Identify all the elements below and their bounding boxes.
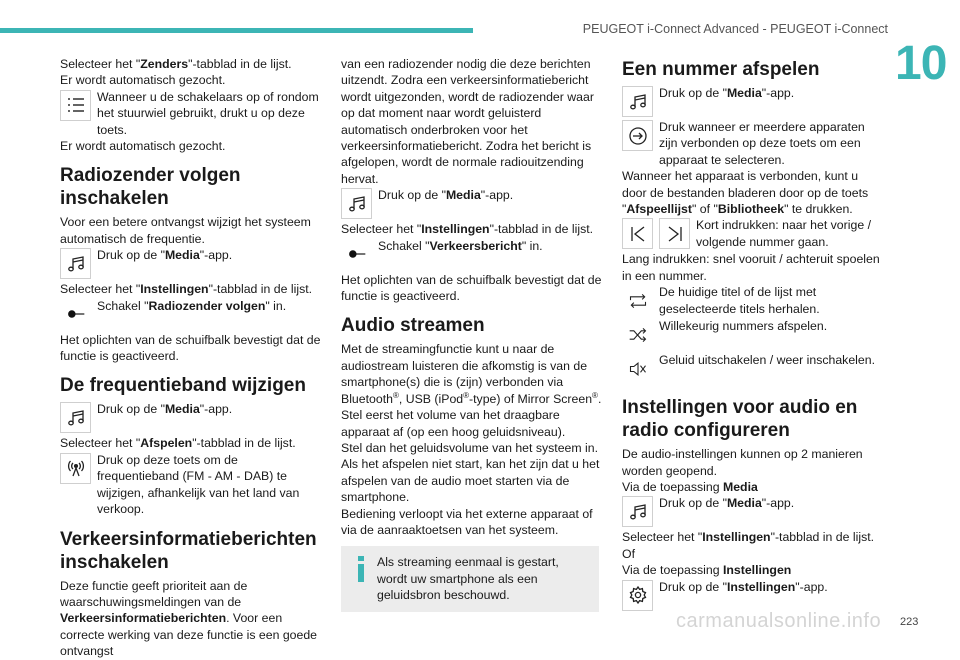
info-box	[341, 546, 599, 611]
step-text: De huidige titel of de lijst met geselecteerde titels herhalen.	[659, 285, 820, 316]
step-source-button	[622, 119, 884, 168]
heading-frequency-band: De frequentieband wijzigen	[60, 375, 306, 397]
paragraph: Stel eerst het volume van het draagbare apparaat af (op een hoog geluidsniveau).	[341, 408, 566, 439]
paragraph: Selecteer het "Instellingen"-tabblad in de lijst.	[622, 530, 875, 545]
paragraph: van een radiozender nodig die deze berichten uitzendt. Zodra een verkeersinformatiebericht wordt uitgezonden, wordt de radiozender waar op dat moment naar wordt geluisterd automatisch onderbroken voor het verkeersinformatiebericht. Zodra het bericht is afgelopen, wordt de normale radiouitzending hervat.	[341, 57, 594, 186]
step-band-button	[60, 452, 322, 518]
heading-radio-follow: Radiozender volgen inschakelen	[60, 165, 241, 210]
paragraph: Via de toepassing Media	[622, 480, 758, 495]
page-number: 223	[900, 616, 919, 628]
step-list-button	[60, 89, 322, 138]
heading-audio-settings: Instellingen voor audio en radio configureren	[622, 397, 858, 442]
paragraph: Deze functie geeft prioriteit aan de waarschuwingsmeldingen van de Verkeersinformatieberichten. Voor een correcte werking van deze functie is een goede ontvangst	[60, 578, 318, 659]
step-media-app: Druk op de "Media"-app.	[60, 401, 322, 435]
paragraph: Via de toepassing Instellingen	[622, 563, 792, 578]
paragraph: Selecteer het "Afspelen"-tabblad in de lijst.	[60, 436, 296, 451]
paragraph: Voor een betere ontvangst wijzigt het systeem automatisch de frequentie.	[60, 215, 311, 246]
column-3	[622, 58, 884, 613]
step-text: Wanneer u de schakelaars op of rondom het stuurwiel gebruikt, drukt u op deze toets.	[97, 89, 319, 137]
column-1	[60, 56, 322, 660]
step-media-app: Druk op de "Media"-app.	[622, 495, 884, 529]
source-icon	[622, 120, 653, 151]
step-media-app: Druk op de "Media"-app.	[622, 85, 884, 119]
music-note-icon	[341, 188, 372, 219]
step-text: Willekeurig nummers afspelen.	[659, 319, 828, 334]
watermark: carmanualsonline.info	[676, 610, 882, 632]
step-shuffle	[622, 318, 884, 352]
list-icon	[60, 90, 91, 121]
info-text: Als streaming eenmaal is gestart, wordt uw smartphone als een geluidsbron beschouwd.	[377, 555, 559, 603]
paragraph: Selecteer het "Zenders"-tabblad in de lijst.	[60, 57, 292, 71]
gear-icon	[622, 580, 653, 611]
paragraph: Er wordt automatisch gezocht.	[60, 73, 226, 88]
paragraph: Selecteer het "Instellingen"-tabblad in de lijst.	[341, 222, 594, 237]
paragraph: Het oplichten van de schuifbalk bevestigt dat de functie is geactiveerd.	[60, 332, 321, 364]
music-note-icon	[60, 248, 91, 279]
repeat-icon	[622, 285, 653, 316]
paragraph: Er wordt automatisch gezocht.	[60, 139, 226, 154]
paragraph: Wanneer het apparaat is verbonden, kunt u door de bestanden bladeren door op de toets "Afspeellijst" of "Bibliotheek" te drukken.	[622, 169, 869, 217]
info-icon	[352, 556, 370, 582]
step-prev-next	[622, 217, 884, 251]
header-accent-bar	[0, 28, 473, 33]
step-mute	[622, 352, 884, 386]
step-text: Geluid uitschakelen / weer inschakelen.	[659, 353, 876, 368]
step-settings-app: Druk op de "Instellingen"-app.	[622, 579, 884, 613]
music-note-icon	[622, 86, 653, 117]
music-note-icon	[60, 402, 91, 433]
previous-icon	[622, 218, 653, 249]
step-toggle: Schakel "Verkeersbericht" in.	[341, 238, 603, 272]
paragraph: Of	[622, 546, 635, 561]
paragraph: De audio-instellingen kunnen op 2 manieren worden geopend.	[622, 447, 863, 478]
step-media-app: Druk op de "Media"-app.	[341, 187, 603, 221]
step-repeat	[622, 284, 884, 318]
music-note-icon	[622, 496, 653, 527]
paragraph: Lang indrukken: snel vooruit / achteruit spoelen in een nummer.	[622, 252, 880, 283]
paragraph: Stel dan het geluidsvolume van het systeem in.	[341, 440, 599, 455]
toggle-icon	[60, 299, 91, 330]
paragraph: Het oplichten van de schuifbalk bevestigt dat de functie is geactiveerd.	[341, 272, 602, 304]
heading-play-track: Een nummer afspelen	[622, 59, 820, 80]
step-media-app: Druk op de "Media"-app.	[60, 247, 322, 281]
toggle-icon	[341, 239, 372, 270]
heading-traffic-info: Verkeersinformatieberichten inschakelen	[60, 528, 317, 573]
shuffle-icon	[622, 319, 653, 350]
chapter-number: 10	[895, 37, 947, 90]
step-text: Druk op deze toets om de frequentieband (FM - AM - DAB) te wijzigen, afhankelijk van het land van verkoop.	[97, 452, 300, 517]
paragraph: Met de streamingfunctie kunt u naar de audiostream luisteren die afkomstig is van de smartphone(s) die is (zijn) verbonden via Bluetooth®, USB (iPod®-type) of Mirror Screen®.	[341, 342, 602, 406]
paragraph: Als het afspelen niet start, kan het zijn dat u het afspelen van de audio moet starten via de smartphone.	[341, 457, 600, 505]
column-2	[341, 56, 603, 612]
paragraph: Selecteer het "Instellingen"-tabblad in de lijst.	[60, 282, 313, 297]
broadcast-icon	[60, 453, 91, 484]
page-header-title: PEUGEOT i-Connect Advanced - PEUGEOT i-Connect	[582, 22, 888, 36]
mute-icon	[622, 353, 653, 384]
next-icon	[659, 218, 690, 249]
heading-audio-streaming: Audio streamen	[341, 315, 485, 337]
step-toggle: Schakel "Radiozender volgen" in.	[60, 298, 322, 332]
step-text: Druk wanneer er meerdere apparaten zijn verbonden op deze toets om een apparaat te selecteren.	[659, 120, 865, 167]
paragraph: Bediening verloopt via het externe apparaat of via de aanraaktoetsen van het systeem.	[341, 506, 593, 537]
step-text: Kort indrukken: naar het vorige / volgende nummer gaan.	[696, 218, 871, 249]
